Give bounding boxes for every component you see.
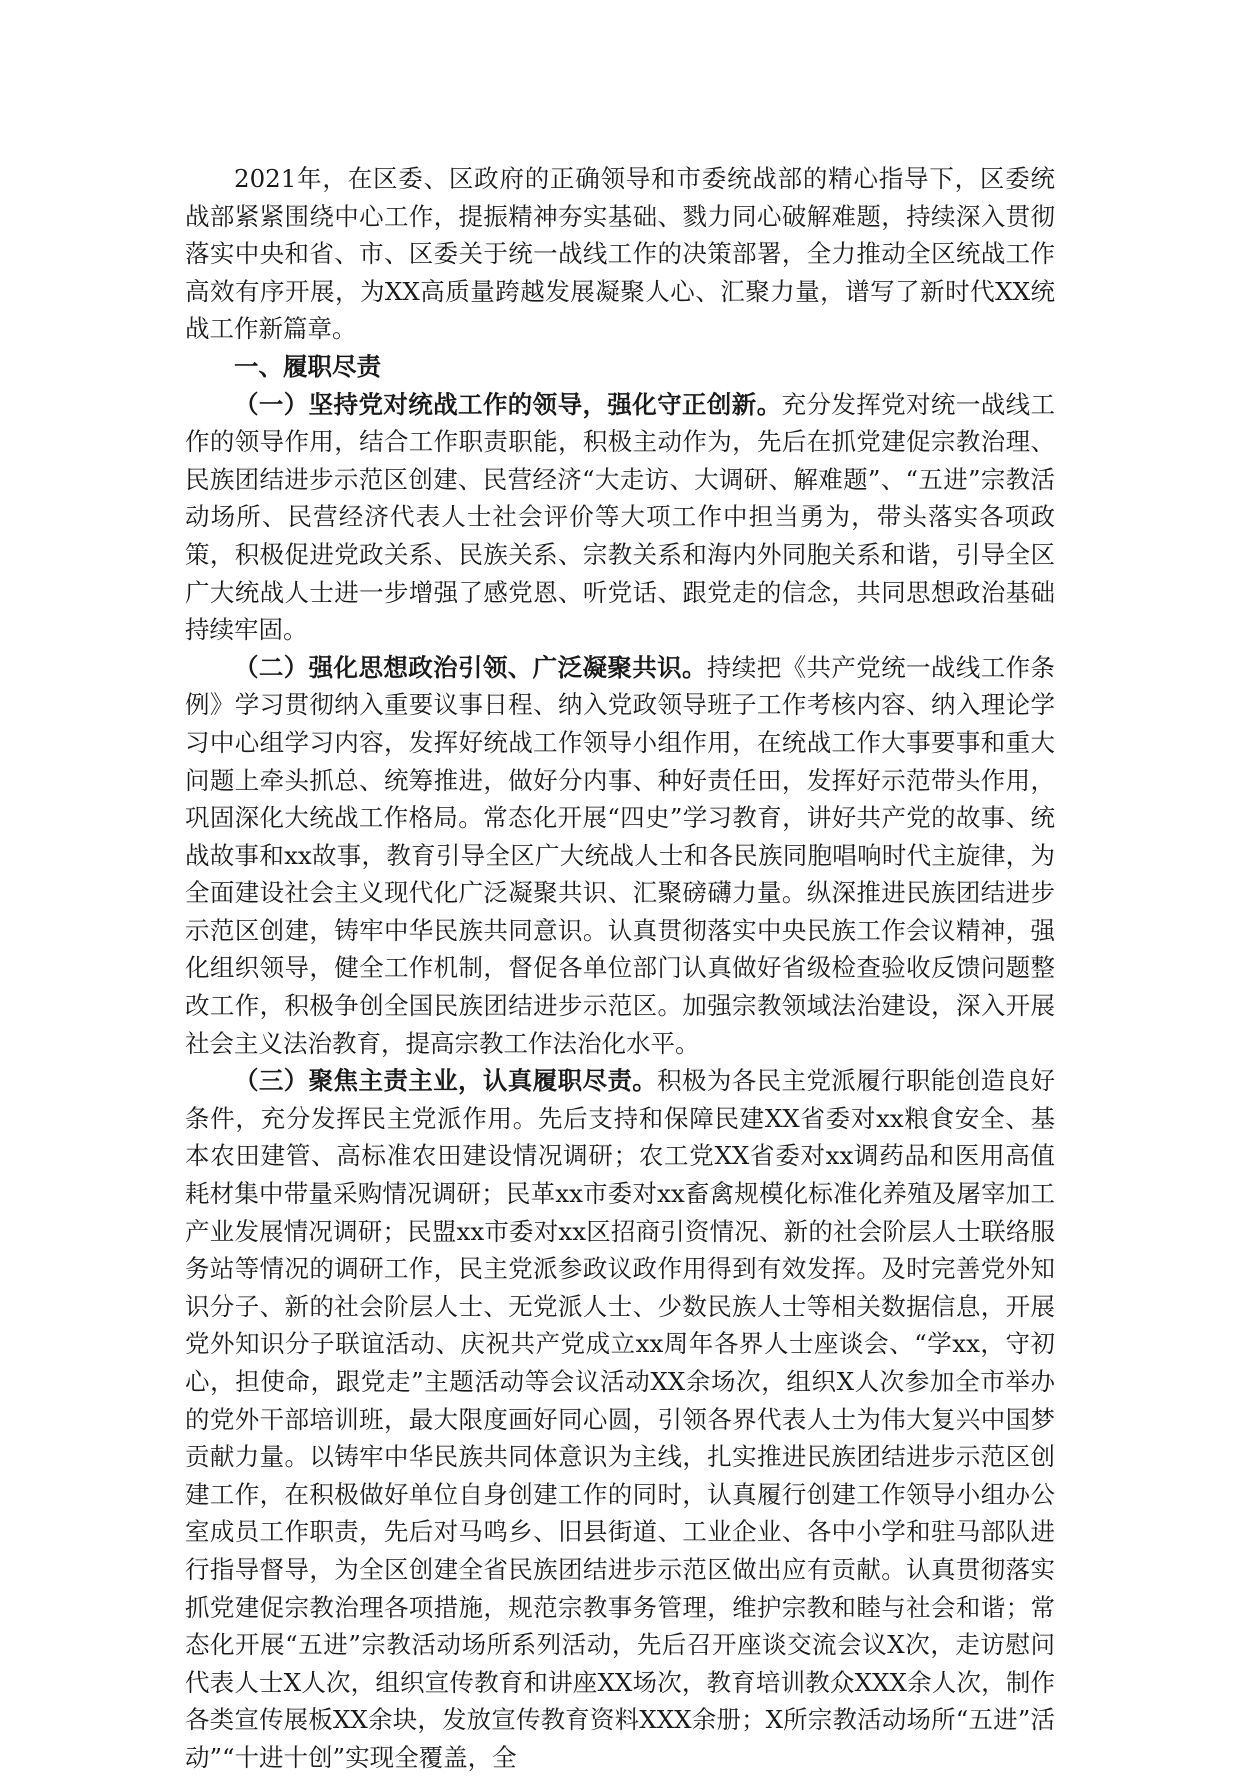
document-page [185,160,1055,1777]
intro-paragraph: 2021年，在区委、区政府的正确领导和市委统战部的精心指导下，区委统战部紧紧围绕中心工作，提振精神夯实基础、戮力同心破解难题，持续深入贯彻落实中央和省、市、区委关于统一战线工作的决策部署，全力推动全区统战工作高效有序开展，为XX高质量跨越发展凝聚人心、汇聚力量，谱写了新时代XX统战工作新篇章。 [185,164,1055,344]
body-paragraph [185,386,1055,649]
section-heading: 一、履职尽责 [234,351,381,381]
paragraph-lead: （一）坚持党对统战工作的领导，强化守正创新。 [234,389,782,419]
body-paragraph [185,649,1055,1063]
paragraph-body: 持续把《共产党统一战线工作条例》学习贯彻纳入重要议事日程、纳入党政领导班子工作考核内容、纳入理论学习中心组学习内容，发挥好统战工作领导小组作用，在统战工作大事要事和重大问题上牵头抓总、统筹推进，做好分内事、种好责任田，发挥好示范带头作用，巩固深化大统战工作格局。常态化开展“四史”学习教育，讲好共产党的故事、统战故事和xx故事，教育引导全区广大统战人士和各民族同胞唱响时代主旋律，为全面建设社会主义现代化广泛凝聚共识、汇聚磅礴力量。纵深推进民族团结进步示范区创建，铸牢中华民族共同意识。认真贯彻落实中央民族工作会议精神，强化组织领导，健全工作机制，督促各单位部门认真做好省级检查验收反馈问题整改工作，积极争创全国民族团结进步示范区。加强宗教领域法治建设，深入开展社会主义法治教育，提高宗教工作法治化水平。 [185,652,1055,1058]
paragraph-lead: （二）强化思想政治引领、广泛凝聚共识。 [234,652,707,682]
body-paragraph [185,1062,1055,1776]
paragraph-body: 充分发挥党对统一战线工作的领导作用，结合工作职责职能，积极主动作为，先后在抓党建促宗教治理、民族团结进步示范区创建、民营经济“大走访、大调研、解难题”、“五进”宗教活动场所、民营经济代表人士社会评价等大项工作中担当勇为，带头落实各项政策，积极促进党政关系、民族关系、宗教关系和海内外同胞关系和谐，引导全区广大统战人士进一步增强了感党恩、听党话、跟党走的信念，共同思想政治基础持续牢固。 [185,389,1055,645]
paragraph-body: 积极为各民主党派履行职能创造良好条件，充分发挥民主党派作用。先后支持和保障民建XX省委对xx粮食安全、基本农田建管、高标准农田建设情况调研；农工党XX省委对xx调药品和医用高值耗材集中带量采购情况调研；民革xx市委对xx畜禽规模化标准化养殖及屠宰加工产业发展情况调研；民盟xx市委对xx区招商引资情况、新的社会阶层人士联络服务站等情况的调研工作，民主党派参政议政作用得到有效发挥。及时完善党外知识分子、新的社会阶层人士、无党派人士、少数民族人士等相关数据信息，开展党外知识分子联谊活动、庆祝共产党成立xx周年各界人士座谈会、“学xx，守初心，担使命，跟党走”主题活动等会议活动XX余场次，组织X人次参加全市举办的党外干部培训班，最大限度画好同心圆，引领各界代表人士为伟大复兴中国梦贡献力量。以铸牢中华民族共同体意识为主线，扎实推进民族团结进步示范区创建工作，在积极做好单位自身创建工作的同时，认真履行创建工作领导小组办公室成员工作职责，先后对马鸣乡、旧县街道、工业企业、各中小学和驻马部队进行指导督导，为全区创建全省民族团结进步示范区做出应有贡献。认真贯彻落实抓党建促宗教治理各项措施，规范宗教事务管理，维护宗教和睦与社会和谐；常态化开展“五进”宗教活动场所系列活动，先后召开座谈交流会议X次，走访慰问代表人士X人次，组织宣传教育和讲座XX场次，教育培训教众XXX余人次，制作各类宣传展板XX余块，发放宣传教育资料XXX余册；X所宗教活动场所“五进”活动”“十进十创”实现全覆盖，全 [185,1066,1055,1772]
paragraph-lead: （三）聚焦主责主业，认真履职尽责。 [234,1066,658,1096]
